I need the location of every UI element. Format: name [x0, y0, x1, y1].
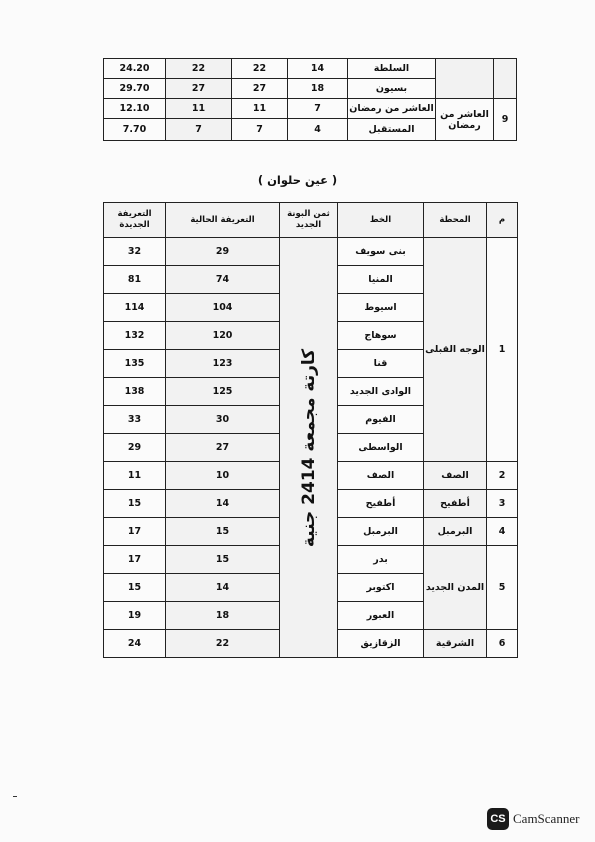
current-tariff-cell: 27 — [166, 79, 232, 99]
scan-mark — [13, 796, 17, 797]
current-tariff-cell: 125 — [166, 378, 280, 406]
header-line: الخط — [338, 203, 424, 238]
camscanner-brand: CamScanner — [513, 811, 580, 826]
number-cell: 6 — [487, 630, 518, 658]
line-cell: الزقازيق — [338, 630, 424, 658]
line-cell: بنى سويف — [338, 238, 424, 266]
station-cell: الوجه القبلى — [424, 238, 487, 462]
top-tariff-table — [103, 58, 517, 141]
current-tariff-cell: 27 — [166, 434, 280, 462]
new-tariff-cell: 24 — [104, 630, 166, 658]
number-cell: 9 — [494, 99, 517, 141]
new-tariff-cell: 24.20 — [104, 59, 166, 79]
camscanner-logo-icon: CS — [487, 808, 509, 830]
header-station: المحطة — [424, 203, 487, 238]
section-caption: ( عين حلوان ) — [257, 173, 338, 187]
line-cell: البرمبل — [338, 518, 424, 546]
line-cell: الواسطى — [338, 434, 424, 462]
line-cell: بدر — [338, 546, 424, 574]
new-tariff-cell: 7.70 — [104, 119, 166, 141]
header-row — [104, 203, 518, 238]
current-tariff-cell: 14 — [166, 490, 280, 518]
new-tariff-cell: 19 — [104, 602, 166, 630]
value-cell: 14 — [288, 59, 348, 79]
card-price-cell — [280, 238, 338, 658]
current-tariff-cell: 29 — [166, 238, 280, 266]
line-cell: الفيوم — [338, 406, 424, 434]
value-cell: 7 — [288, 99, 348, 119]
new-tariff-cell: 15 — [104, 574, 166, 602]
current-tariff-cell: 120 — [166, 322, 280, 350]
line-cell: اكتوبر — [338, 574, 424, 602]
current-tariff-cell: 15 — [166, 546, 280, 574]
value-cell: 7 — [232, 119, 288, 141]
table-row — [104, 59, 517, 79]
header-number: م — [487, 203, 518, 238]
new-tariff-cell: 114 — [104, 294, 166, 322]
number-cell — [494, 59, 517, 99]
number-cell: 3 — [487, 490, 518, 518]
new-tariff-cell: 81 — [104, 266, 166, 294]
current-tariff-cell: 11 — [166, 99, 232, 119]
station-cell: الصف — [424, 462, 487, 490]
line-cell: العبور — [338, 602, 424, 630]
current-tariff-cell: 123 — [166, 350, 280, 378]
current-tariff-cell: 22 — [166, 630, 280, 658]
current-tariff-cell: 30 — [166, 406, 280, 434]
line-cell: بسيون — [348, 79, 436, 99]
header-current-tariff: التعريفة الحالية — [166, 203, 280, 238]
line-cell: قنا — [338, 350, 424, 378]
line-cell: المستقبل — [348, 119, 436, 141]
new-tariff-cell: 32 — [104, 238, 166, 266]
new-tariff-cell: 138 — [104, 378, 166, 406]
number-cell: 5 — [487, 546, 518, 630]
number-cell: 1 — [487, 238, 518, 462]
current-tariff-cell: 10 — [166, 462, 280, 490]
line-cell: العاشر من رمضان — [348, 99, 436, 119]
table-row — [104, 238, 518, 266]
line-cell: الصف — [338, 462, 424, 490]
table-row — [104, 99, 517, 119]
current-tariff-cell: 74 — [166, 266, 280, 294]
new-tariff-cell: 29.70 — [104, 79, 166, 99]
number-cell: 2 — [487, 462, 518, 490]
value-cell: 27 — [232, 79, 288, 99]
number-cell: 4 — [487, 518, 518, 546]
line-cell: أطفيح — [338, 490, 424, 518]
header-new-tariff: التعريفة الجديدة — [104, 203, 166, 238]
current-tariff-cell: 15 — [166, 518, 280, 546]
current-tariff-cell: 22 — [166, 59, 232, 79]
line-cell: اسيوط — [338, 294, 424, 322]
new-tariff-cell: 12.10 — [104, 99, 166, 119]
new-tariff-cell: 33 — [104, 406, 166, 434]
station-cell: أطفيح — [424, 490, 487, 518]
current-tariff-cell: 7 — [166, 119, 232, 141]
value-cell: 4 — [288, 119, 348, 141]
line-cell: السلطة — [348, 59, 436, 79]
station-cell: المدن الجديد — [424, 546, 487, 630]
new-tariff-cell: 29 — [104, 434, 166, 462]
line-cell: الوادى الجديد — [338, 378, 424, 406]
new-tariff-cell: 132 — [104, 322, 166, 350]
new-tariff-cell: 11 — [104, 462, 166, 490]
current-tariff-cell: 18 — [166, 602, 280, 630]
station-cell: الشرقية — [424, 630, 487, 658]
new-tariff-cell: 17 — [104, 546, 166, 574]
main-tariff-table — [103, 202, 518, 658]
camscanner-watermark — [487, 808, 579, 830]
station-cell: العاشر من رمضان — [436, 99, 494, 141]
line-cell: المنيا — [338, 266, 424, 294]
value-cell: 11 — [232, 99, 288, 119]
current-tariff-cell: 104 — [166, 294, 280, 322]
value-cell: 18 — [288, 79, 348, 99]
current-tariff-cell: 14 — [166, 574, 280, 602]
new-tariff-cell: 135 — [104, 350, 166, 378]
card-price-note: كارتة مجمعة 2414 جنية — [298, 348, 319, 547]
station-cell: البرمبل — [424, 518, 487, 546]
value-cell: 22 — [232, 59, 288, 79]
station-cell — [436, 59, 494, 99]
line-cell: سوهاج — [338, 322, 424, 350]
header-card-price: ثمن البونة الجديد — [280, 203, 338, 238]
new-tariff-cell: 17 — [104, 518, 166, 546]
new-tariff-cell: 15 — [104, 490, 166, 518]
